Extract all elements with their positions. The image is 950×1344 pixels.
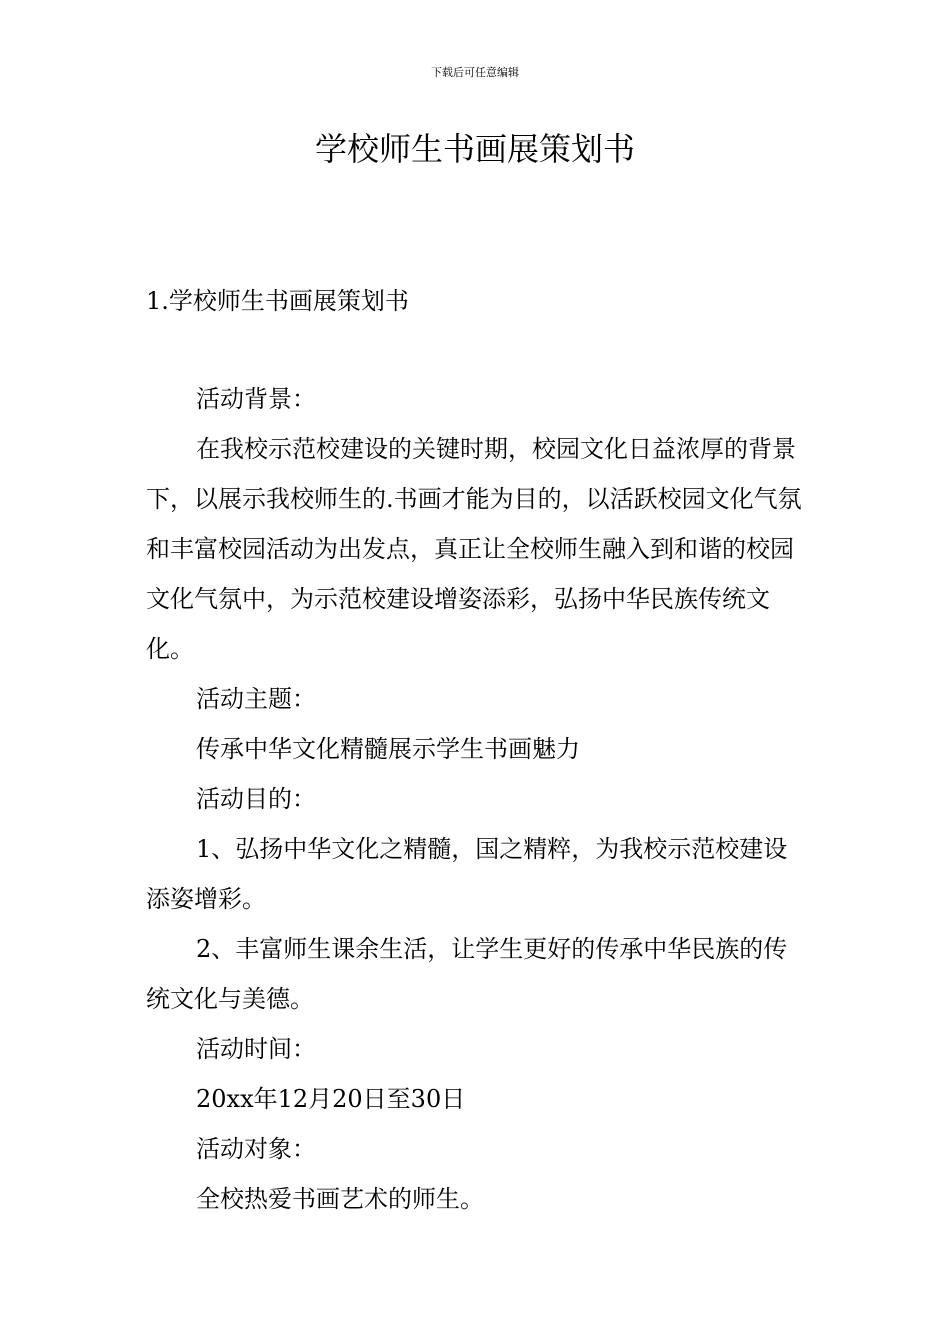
paragraph-theme-text: 传承中华文化精髓展示学生书画魅力 (196, 735, 580, 763)
document-title: 学校师生书画展策划书 (314, 130, 635, 168)
paragraph-audience-label: 活动对象： (196, 1135, 316, 1163)
header-note: 下载后可任意编辑 (431, 66, 519, 79)
paragraph-audience-text: 全校热爱书画艺术的师生。 (196, 1185, 484, 1213)
section-heading: 1.学校师生书画展策划书 (146, 287, 409, 315)
paragraph-purpose-item-2: 2、丰富师生课余生活，让学生更好的传承中华民族的传统文化与美德。 (146, 935, 788, 1013)
paragraph-purpose-label: 活动目的： (196, 785, 316, 813)
paragraph-background-text: 在我校示范校建设的关键时期，校园文化日益浓厚的背景下，以展示我校师生的.书画才能为目的，以活跃校园文化气氛和丰富校园活动为出发点，真正让全校师生融入到和谐的校园文化气氛中，为示范校建设增姿添彩，弘扬中华民族传统文化。 (146, 435, 802, 663)
paragraph-purpose-item-1: 1、弘扬中华文化之精髓，国之精粹，为我校示范校建设添姿增彩。 (146, 835, 788, 913)
paragraph-background-label: 活动背景： (196, 385, 316, 413)
paragraph-time-label: 活动时间： (196, 1035, 316, 1063)
paragraph-time-text: 20xx年12月20日至30日 (196, 1085, 466, 1113)
paragraph-theme-label: 活动主题： (196, 685, 316, 713)
document-body (146, 374, 806, 1224)
